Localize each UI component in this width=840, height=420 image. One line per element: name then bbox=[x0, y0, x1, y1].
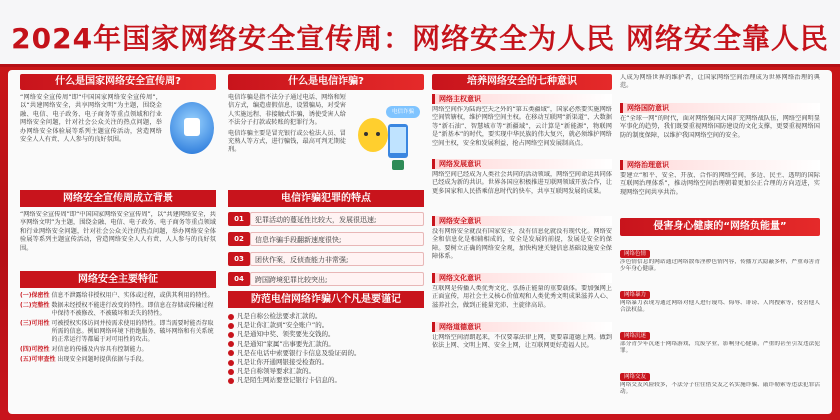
section-text: 让网络空间清朗起来，不仅要靠法律上网，更要靠道德上网。做到依法上网、文明上网、安全上网，让互联网更好造福人民。 bbox=[432, 334, 612, 350]
list-item: (一)保密性 信息不泄露给非授权用户、实体或过程，或供其利用的特性。 bbox=[20, 292, 214, 299]
list-item: (五)可审查性 出现安全问题时提供依据与手段。 bbox=[20, 356, 148, 363]
section-header: 侵害身心健康的“网络负能量” bbox=[620, 218, 820, 236]
tag-badge: 网络沉迷 bbox=[620, 332, 650, 340]
list-item: 凡是自称领导要求汇款的。 bbox=[228, 367, 424, 376]
section-header: 防范电信网络诈骗八个凡是要谨记 bbox=[228, 291, 424, 308]
list-item: 04 跨国跨境犯罪比较突出; bbox=[228, 271, 424, 287]
section-text: 网络交友风险较多，不法分子往往借交友之名实施诈骗、敲诈勒索等违法犯罪活动。 bbox=[620, 382, 820, 396]
tag-badge: 网络暴力 bbox=[620, 291, 650, 299]
list-item: 凡是在电话中索要银行卡信息及验证码的。 bbox=[228, 349, 424, 358]
section-text: “网络安全宣传周”即“中国国家网络安全宣传周”，以“共建网络安全，共享网络文明”为主题，围绕金融、电信、电子政务、电子商务等重点领域和行业网络安全问题，针对社会公众关注的热点问题，举办网络安全体验展等系列主题宣传活动，营造网络安全人人有责、人人参与的良好氛围。 bbox=[20, 94, 162, 144]
section-text: “网络安全宣传周”即“中国国家网络安全宣传周”，以“共建网络安全，共享网络文明”为主题，围绕金融、电信、电子政务、电子商务等重点领域和行业网络安全问题，针对社会公众关注的热点问题，举办网络安全体验展等系列主题宣传活动，营造网络安全人人有责、人人参与的良好氛围。 bbox=[20, 211, 216, 252]
list-item: (四)可控性 对信息的传播及内容具有控制能力。 bbox=[20, 346, 148, 353]
section-text: 在“全球一网”的时代，面对网络强国大国扩充网络战队伍，网络空间明显军事化的趋势，我们既要重视网络国防建设的文化支撑，更要重视网络国防的制度保障，以维护我国网络空间的安全。 bbox=[620, 115, 820, 139]
list-item: (二)完整性 数据未经授权不能进行改变的特性。即信息在存储或传输过程中保持不被修改、不被破坏和丢失的特性。 bbox=[20, 302, 214, 317]
tag-badge: 网络色情 bbox=[620, 250, 650, 258]
section-header: 培养网络安全的七种意识 bbox=[432, 74, 612, 90]
column-1 bbox=[20, 74, 216, 366]
list-item: 01 犯罪活动的蔓延性比较大，发展很迅速; bbox=[228, 211, 424, 227]
section-text: 网络暴力表现为通过网络对他人进行谩骂、侮辱、诽谤、人肉搜索等，侵害他人合法权益。 bbox=[620, 300, 820, 314]
rules-list bbox=[228, 312, 424, 386]
list-item: 凡是让你开通网银接受检查的。 bbox=[228, 358, 424, 367]
subsection-title: 网络国防意识 bbox=[620, 103, 820, 113]
fraud-badge: 电信诈骗 bbox=[386, 106, 420, 118]
shield-lock-icon bbox=[170, 102, 214, 154]
page-title: 2024年国家网络安全宣传周：网络安全为人民 网络安全靠人民 bbox=[11, 22, 829, 55]
phone-fraud-illustration bbox=[352, 102, 422, 172]
subsection-title: 网络安全意识 bbox=[432, 216, 612, 226]
section-text: 人成为网络世界的维护者，让国家网络空间治理成为世界网络治理的典范。 bbox=[620, 74, 820, 90]
section-text: 要建立“和平、安全、开放、合作的网络空间，多边、民主、透明的国际互联网治理体系”，推动网络空间治理朝着更加公正合理的方向迈进，实现网络空间共享共治。 bbox=[620, 172, 820, 196]
list-item: 凡是通知“家属”出事要先汇款的。 bbox=[228, 340, 424, 349]
list-item: 02 信息诈骗手段翻新速度很快; bbox=[228, 231, 424, 247]
section-header: 电信诈骗犯罪的特点 bbox=[228, 190, 424, 207]
section-block bbox=[20, 94, 216, 186]
section-text: 涉色情信息的网站通过网络散布淫秽色情内容，传播方式隐蔽多样，严重毒害青少年身心健康。 bbox=[620, 259, 820, 273]
section-text: 部分青少年沉迷于网络游戏，荒废学业，影响身心健康，严重的甚至引发违法犯罪。 bbox=[620, 341, 820, 355]
subsection-title: 网络治理意识 bbox=[620, 160, 820, 170]
traits-list bbox=[228, 211, 424, 287]
title-banner bbox=[0, 0, 840, 67]
list-item: 凡是让你汇款到“安全账户”的。 bbox=[228, 321, 424, 330]
list-item: (三)可用性 可被授权实体访问并按需求使用的特性。即当需要时能否存取所需的信息。例如网络环境下拒绝服务、破坏网络和有关系统的正常运行等都属于对可用性的攻击。 bbox=[20, 320, 214, 343]
subsection-title: 网络发展意识 bbox=[432, 159, 612, 169]
subsection-title: 网络道德意识 bbox=[432, 322, 612, 332]
list-item: 03 团伙作案，反侦查能力非常强; bbox=[228, 251, 424, 267]
section-header: 什么是电信诈骗? bbox=[228, 74, 424, 90]
section-text: 网络空间已经成为人类社会共同的活动领域，网络空间命运共同体已经成为新的共识。世界各国应积极推进互联网领域开放合作，让更多国家和人民搭乘信息时代的快车，共享互联网发展的成果。 bbox=[432, 171, 612, 195]
list-item: 凡是通知中奖、领奖要先交钱的。 bbox=[228, 330, 424, 339]
column-2 bbox=[228, 74, 424, 386]
list-item: 凡是自称公检法要求汇款的。 bbox=[228, 312, 424, 321]
tag-badge: 网络交友 bbox=[620, 373, 650, 381]
column-3 bbox=[432, 74, 612, 368]
section-text: 网络空间作为陆海空天之外的“第五类疆域”，国家必然要实施网络空间管辖权，维护网络空间主权。在移动互联网“新渠道”、大数据等“新石油”、智慧城市等“新疆域”，云计算是“新能源”，物联网是“新基本”的时代，要实现中华民族的伟大复兴，就必须维护网络空间主权，安全和发展利益，抢占网络空间发展制高点。 bbox=[432, 106, 612, 147]
feature-list bbox=[20, 292, 216, 364]
section-header: 网络安全宣传周成立背景 bbox=[20, 190, 216, 207]
subsection-title: 网络文化意识 bbox=[432, 273, 612, 283]
subsection-title: 网络主权意识 bbox=[432, 94, 612, 104]
section-text: 没有网络安全就没有国家安全，没有信息化就没有现代化。网络安全和信息化是相辅相成的，安全是发展的前提，发展是安全的保障。要树立正确的网络安全观，加快构建关键信息基础设施安全保障体系。 bbox=[432, 228, 612, 261]
section-header: 网络安全主要特征 bbox=[20, 271, 216, 288]
section-block bbox=[228, 94, 424, 186]
section-text: 互联网是传播人类优秀文化、弘扬正能量的重要载体。要加强网上正面宣传，用社会主义核心价值观和人类优秀文明成果滋养人心、滋养社会，做到正能量充沛、主旋律高昂。 bbox=[432, 285, 612, 309]
section-text: 电信诈骗是指不法分子通过电话、网络和短信方式，编造虚假信息，设置骗局，对受害人实施远程、非接触式诈骗，诱使受害人给不法分子打款或转账的犯罪行为。 电信诈骗主要是冒充银行或公检法人员、冒充熟人等方式，进行骗钱，最高可判无期徒刑。 bbox=[228, 94, 346, 154]
column-4 bbox=[620, 74, 820, 404]
list-item: 凡是陌生网站要登记银行卡信息的。 bbox=[228, 376, 424, 385]
section-header: 什么是国家网络安全宣传周? bbox=[20, 74, 216, 90]
